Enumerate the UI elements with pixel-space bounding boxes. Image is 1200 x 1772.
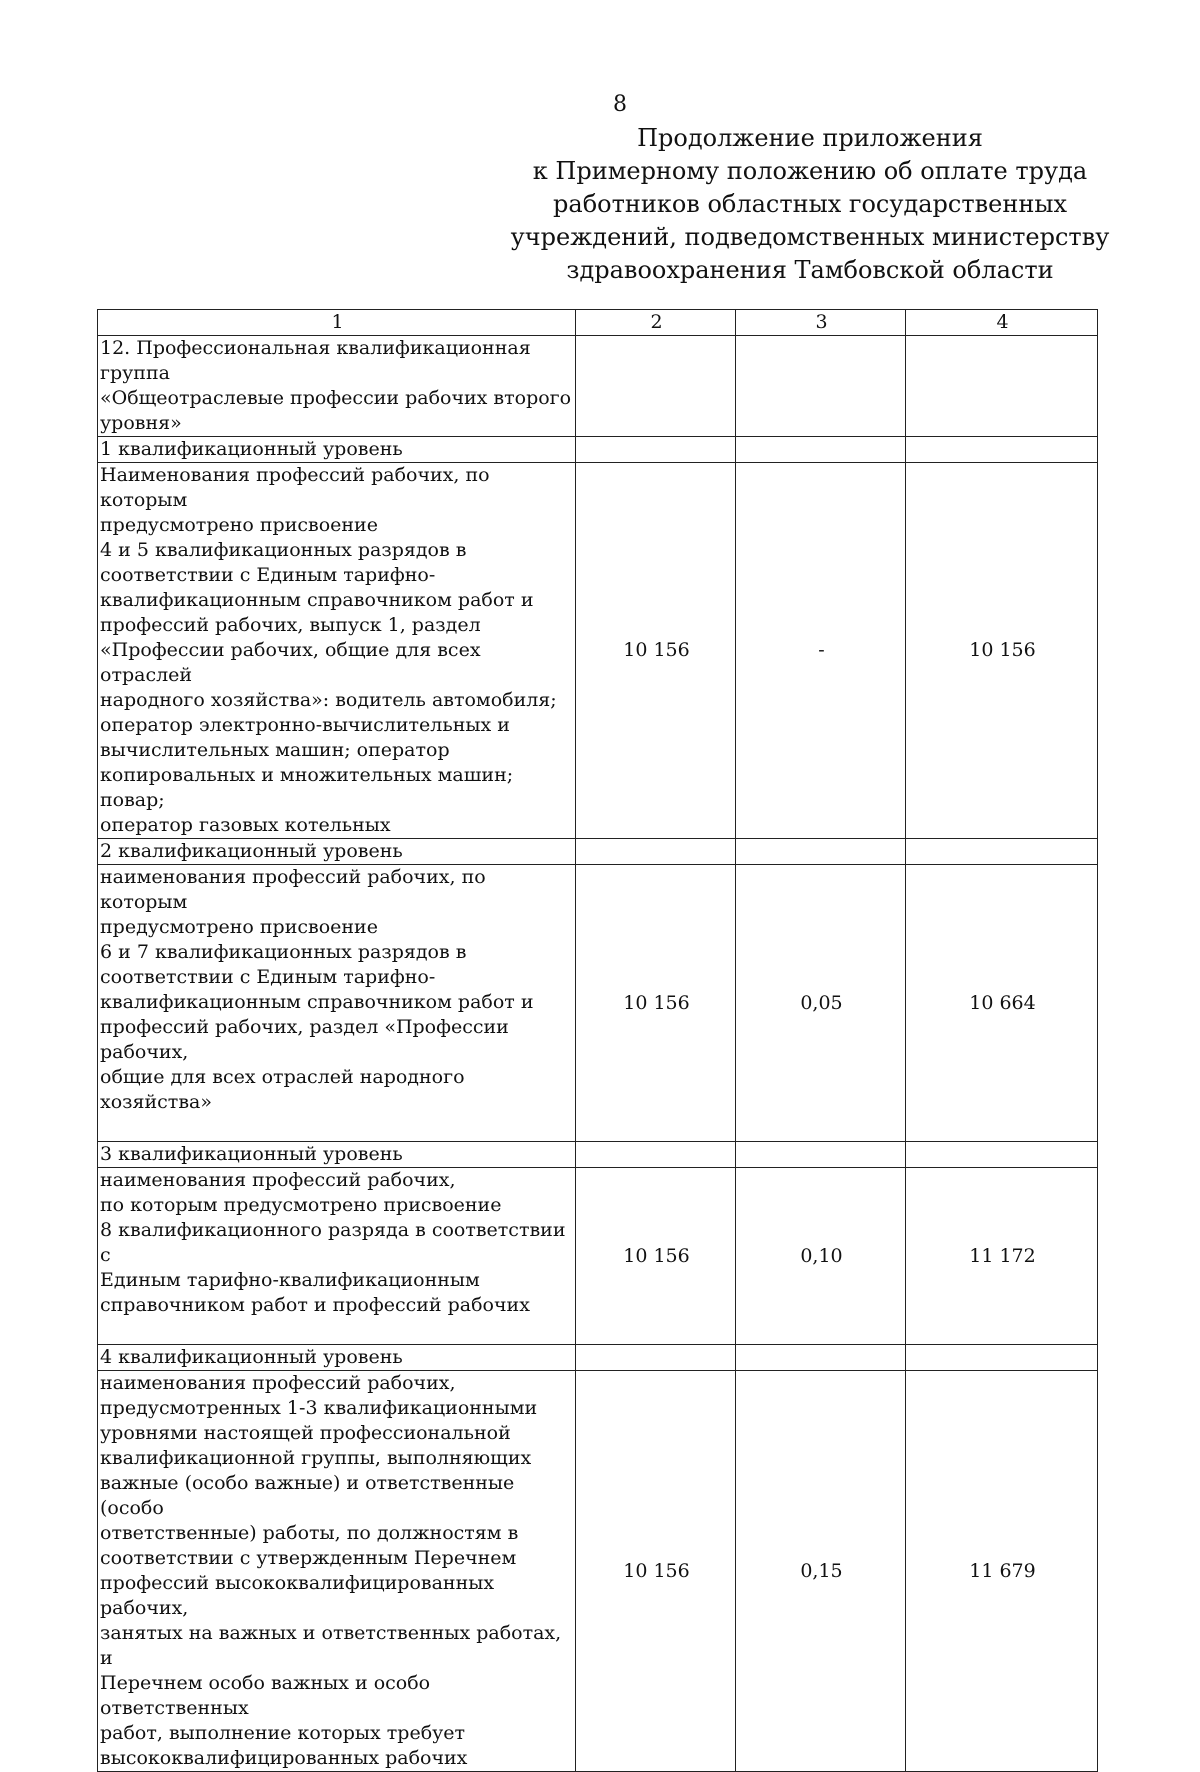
- table-row: [98, 865, 1098, 1142]
- level-row: [98, 1345, 1098, 1371]
- salary-cell: 10 664: [906, 865, 1098, 1142]
- level-row: [98, 1142, 1098, 1168]
- profession-description: наименования профессий рабочих, предусмотренных 1-3 квалификационными уровнями настоящей профессиональной квалификационной группы, выполняющих важные (особо важные) и ответственные (особо ответственные) работы, по должностям в соответствии с утвержденным Перечнем профессий высококвалифицированных рабочих, занятых на важных и ответственных работах, и Перечнем особо важных и особо ответственных работ, выполнение которых требует высококвалифицированных рабочих: [98, 1371, 576, 1772]
- base-salary-cell: 10 156: [576, 1168, 736, 1345]
- page-number: 8: [613, 92, 627, 117]
- wage-table: [97, 309, 1098, 1772]
- base-salary-cell: 10 156: [576, 1371, 736, 1772]
- base-salary-cell: 10 156: [576, 463, 736, 839]
- coefficient-cell: -: [736, 463, 906, 839]
- header-line: работников областных государственных: [553, 190, 1067, 218]
- level-label: 3 квалификационный уровень: [98, 1142, 576, 1168]
- group-title: 12. Профессиональная квалификационная группа «Общеотраслевые профессии рабочих второго уровня»: [98, 336, 576, 437]
- profession-description: Наименования профессий рабочих, по которым предусмотрено присвоение 4 и 5 квалификационных разрядов в соответствии с Единым тарифно- квалификационным справочником работ и профессий рабочих, выпуск 1, раздел «Профессии рабочих, общие для всех отраслей народного хозяйства»: водитель автомобиля; оператор электронно-вычислительных и вычислительных машин; оператор копировальных и множительных машин; повар; оператор газовых котельных: [98, 463, 576, 839]
- header-line: к Примерному положению об оплате труда: [532, 157, 1088, 185]
- base-salary-cell: 10 156: [576, 865, 736, 1142]
- coefficient-cell: 0,15: [736, 1371, 906, 1772]
- column-header: 2: [576, 310, 736, 336]
- level-label: 4 квалификационный уровень: [98, 1345, 576, 1371]
- table-row: [98, 463, 1098, 839]
- salary-cell: 10 156: [906, 463, 1098, 839]
- appendix-header: [500, 122, 1120, 287]
- table-row: [98, 1168, 1098, 1345]
- column-header: 4: [906, 310, 1098, 336]
- profession-description: наименования профессий рабочих, по которым предусмотрено присвоение 8 квалификационного разряда в соответствии с Единым тарифно-квалификационным справочником работ и профессий рабочих: [98, 1168, 576, 1345]
- header-line: Продолжение приложения: [637, 124, 983, 152]
- level-label: 2 квалификационный уровень: [98, 839, 576, 865]
- coefficient-cell: 0,05: [736, 865, 906, 1142]
- header-line: учреждений, подведомственных министерству: [510, 223, 1110, 251]
- level-label: 1 квалификационный уровень: [98, 437, 576, 463]
- profession-description: наименования профессий рабочих, по которым предусмотрено присвоение 6 и 7 квалификационных разрядов в соответствии с Единым тарифно- квалификационным справочником работ и профессий рабочих, раздел «Профессии рабочих, общие для всех отраслей народного хозяйства»: [98, 865, 576, 1142]
- salary-cell: 11 172: [906, 1168, 1098, 1345]
- coefficient-cell: 0,10: [736, 1168, 906, 1345]
- column-header: 1: [98, 310, 576, 336]
- salary-cell: 11 679: [906, 1371, 1098, 1772]
- table-row: [98, 1371, 1098, 1772]
- table-header-row: [98, 310, 1098, 336]
- level-row: [98, 437, 1098, 463]
- level-row: [98, 839, 1098, 865]
- header-line: здравоохранения Тамбовской области: [566, 256, 1054, 284]
- column-header: 3: [736, 310, 906, 336]
- group-title-row: [98, 336, 1098, 437]
